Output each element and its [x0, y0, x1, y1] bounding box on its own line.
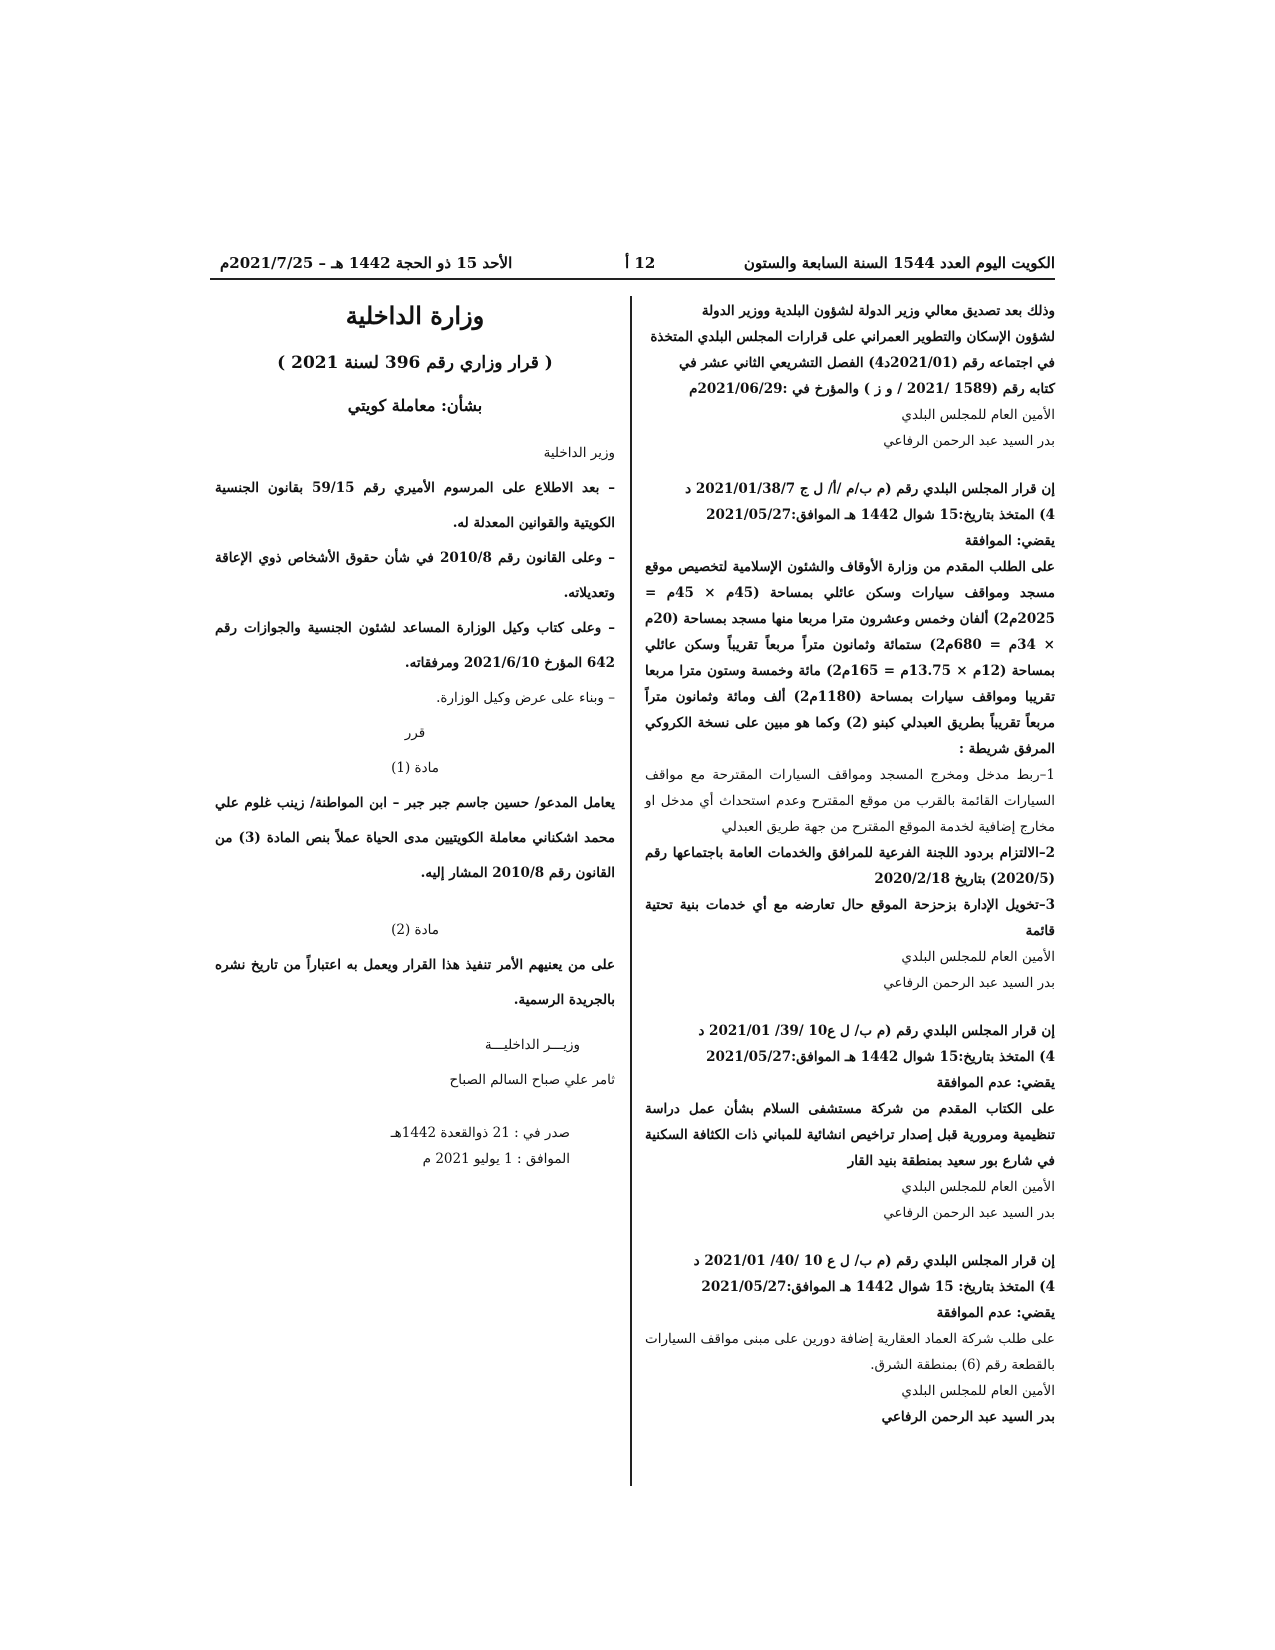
column-divider: [630, 296, 632, 1486]
article1-label: مادة (1): [391, 760, 439, 776]
decision2-signature-title: الأمين العام للمجلس البلدي: [901, 1179, 1055, 1195]
article1-text: يعامل المدعو/ حسين جاسم جبر جبر – ابن المواطنة/ زينب غلوم علي محمد اشكناني معاملة الكويتيين مدى الحياة عملاً بنص المادة (3) من القانون رقم 2010/8 المشار إليه.: [215, 795, 615, 881]
article2-text: على من يعنيهم الأمر تنفيذ هذا القرار ويعمل به اعتباراً من تاريخ نشره بالجريدة الرسمية.: [215, 957, 615, 1008]
decision3-signature-title: الأمين العام للمجلس البلدي: [901, 1383, 1055, 1399]
signature-name: ثامر علي صباح السالم الصباح: [449, 1072, 615, 1088]
minister-label: وزير الداخلية: [543, 445, 615, 461]
preamble-item-1: – بعد الاطلاع على المرسوم الأميري رقم 59/15 بقانون الجنسية الكويتية والقوانين المعدلة له.: [215, 480, 615, 531]
header-publication: الكويت اليوم العدد 1544 السنة السابعة والستون: [743, 254, 1055, 272]
decision2-header-line-1: إن قرار المجلس البلدي رقم (م ب/ ل ع10 /39/ 2021/01 د: [698, 1023, 1055, 1039]
left-column: [215, 298, 615, 1172]
intro-line-3: في اجتماعه رقم (2021/01د4) الفصل التشريعي الثاني عشر في: [678, 355, 1055, 371]
decision1-condition-1: 1–ربط مدخل ومخرج المسجد ومواقف السيارات المقترحة مع مواقف السيارات القائمة بالقرب من موقع المقترح وعدم استحداث أي مدخل او مخارج إضافية لخدمة الموقع المقترح من جهة طريق العبدلي: [645, 767, 1055, 835]
intro-line-2: لشؤون الإسكان والتطوير العمراني على قرارات المجلس البلدي المتخذة: [650, 329, 1055, 345]
preamble-item-3: – وعلى كتاب وكيل الوزارة المساعد لشئون الجنسية والجوازات رقم 642 المؤرخ 2021/6/10 ومرفقاته.: [215, 620, 615, 671]
decision2-verdict: يقضي: عدم الموافقة: [936, 1075, 1055, 1091]
signature-title: وزيـــر الداخليـــة: [484, 1037, 580, 1053]
ministry-title: وزارة الداخلية: [345, 301, 485, 330]
decision2-signature-name: بدر السيد عبد الرحمن الرفاعي: [883, 1205, 1055, 1221]
preamble-item-4: – وبناء على عرض وكيل الوزارة.: [436, 690, 615, 706]
decision3-signature-name: بدر السيد عبد الرحمن الرفاعي: [881, 1409, 1055, 1425]
corresponding-date: الموافق : 1 يوليو 2021 م: [422, 1151, 570, 1167]
decision3-header-line-1: إن قرار المجلس البلدي رقم (م ب/ ل ع 10 /40/ 2021/01 د: [693, 1253, 1055, 1269]
decision1-body: على الطلب المقدم من وزارة الأوقاف والشئون الإسلامية لتخصيص موقع مسجد ومواقف سيارات وسكن عائلي بمساحة (45م × 45م = 2025م2) ألفان وخمس وعشرون مترا مربعا منها مسجد بمساحة (20م × 34م = 680م2) ستمائة وثمانون متراً مربعاً تقريباً وسكن عائلي بمساحة (12م × 13.75م = 165م2) مائة وخمسة وستون مترا مربعا تقريبا ومواقف سيارات بمساحة (1180م2) ألف ومائة وثمانون متراً مربعاً تقريباً بطريق العبدلي كبنو (2) وكما هو مبين على نسخة الكروكي المرفق شريطة :: [645, 559, 1056, 757]
decision3-body: على طلب شركة العماد العقارية إضافة دورين على مبنى مواقف السيارات بالقطعة رقم (6) بمنطقة الشرق.: [645, 1331, 1055, 1373]
article2-label: مادة (2): [391, 922, 439, 938]
right-column: [645, 298, 1055, 1430]
decision1-signature-title: الأمين العام للمجلس البلدي: [901, 949, 1055, 965]
decision3-header-line-2: 4) المتخذ بتاريخ: 15 شوال 1442 هـ الموافق:2021/05/27: [701, 1279, 1055, 1295]
decision1-verdict: يقضي: الموافقة: [964, 533, 1055, 549]
decided-label: قرر: [404, 725, 426, 741]
intro-line-1: وذلك بعد تصديق معالي وزير الدولة لشؤون البلدية ووزير الدولة: [701, 303, 1055, 319]
decision2-header-line-2: 4) المتخذ بتاريخ:15 شوال 1442 هـ الموافق:2021/05/27: [706, 1049, 1055, 1065]
decision3-verdict: يقضي: عدم الموافقة: [936, 1305, 1055, 1321]
intro-signature-title: الأمين العام للمجلس البلدي: [901, 407, 1055, 423]
decision1-header-line-2: 4) المتخذ بتاريخ:15 شوال 1442 هـ الموافق:2021/05/27: [706, 507, 1055, 523]
intro-line-4: كتابه رقم (1589 /2021 / و ز ) والمؤرخ في :2021/06/29م: [689, 381, 1055, 397]
header-date: الأحد 15 ذو الحجة 1442 هـ – 2021/7/25م: [220, 254, 513, 272]
preamble-item-2: – وعلى القانون رقم 2010/8 في شأن حقوق الأشخاص ذوي الإعاقة وتعديلاته.: [215, 550, 616, 601]
decision1-condition-3: 3–تخويل الإدارة بزحزحة الموقع حال تعارضه مع أي خدمات بنية تحتية قائمة: [645, 897, 1055, 939]
decree-subject: بشأن: معاملة كويتي: [347, 396, 483, 415]
decision1-signature-name: بدر السيد عبد الرحمن الرفاعي: [883, 975, 1055, 991]
page-header: [210, 252, 1055, 280]
decision1-header-line-1: إن قرار المجلس البلدي رقم (م ب/م /أ/ ل ج 2021/01/38/7 د: [685, 481, 1055, 497]
intro-signature-name: بدر السيد عبد الرحمن الرفاعي: [883, 433, 1055, 449]
issued-date: صدر في : 21 ذوالقعدة 1442هـ: [390, 1125, 570, 1141]
decision2-body: على الكتاب المقدم من شركة مستشفى السلام بشأن عمل دراسة تنظيمية ومرورية قبل إصدار تراخيص انشائية للمباني ذات الكثافة السكنية في شارع بور سعيد بمنطقة بنيد القار: [645, 1101, 1055, 1169]
header-page-number: 12 أ: [625, 254, 656, 272]
decision1-condition-2: 2–الالتزام بردود اللجنة الفرعية للمرافق والخدمات العامة باجتماعها رقم (2020/5) بتاريخ 2020/2/18: [645, 845, 1055, 887]
decree-subtitle: ( قرار وزاري رقم 396 لسنة 2021 ): [277, 353, 553, 373]
